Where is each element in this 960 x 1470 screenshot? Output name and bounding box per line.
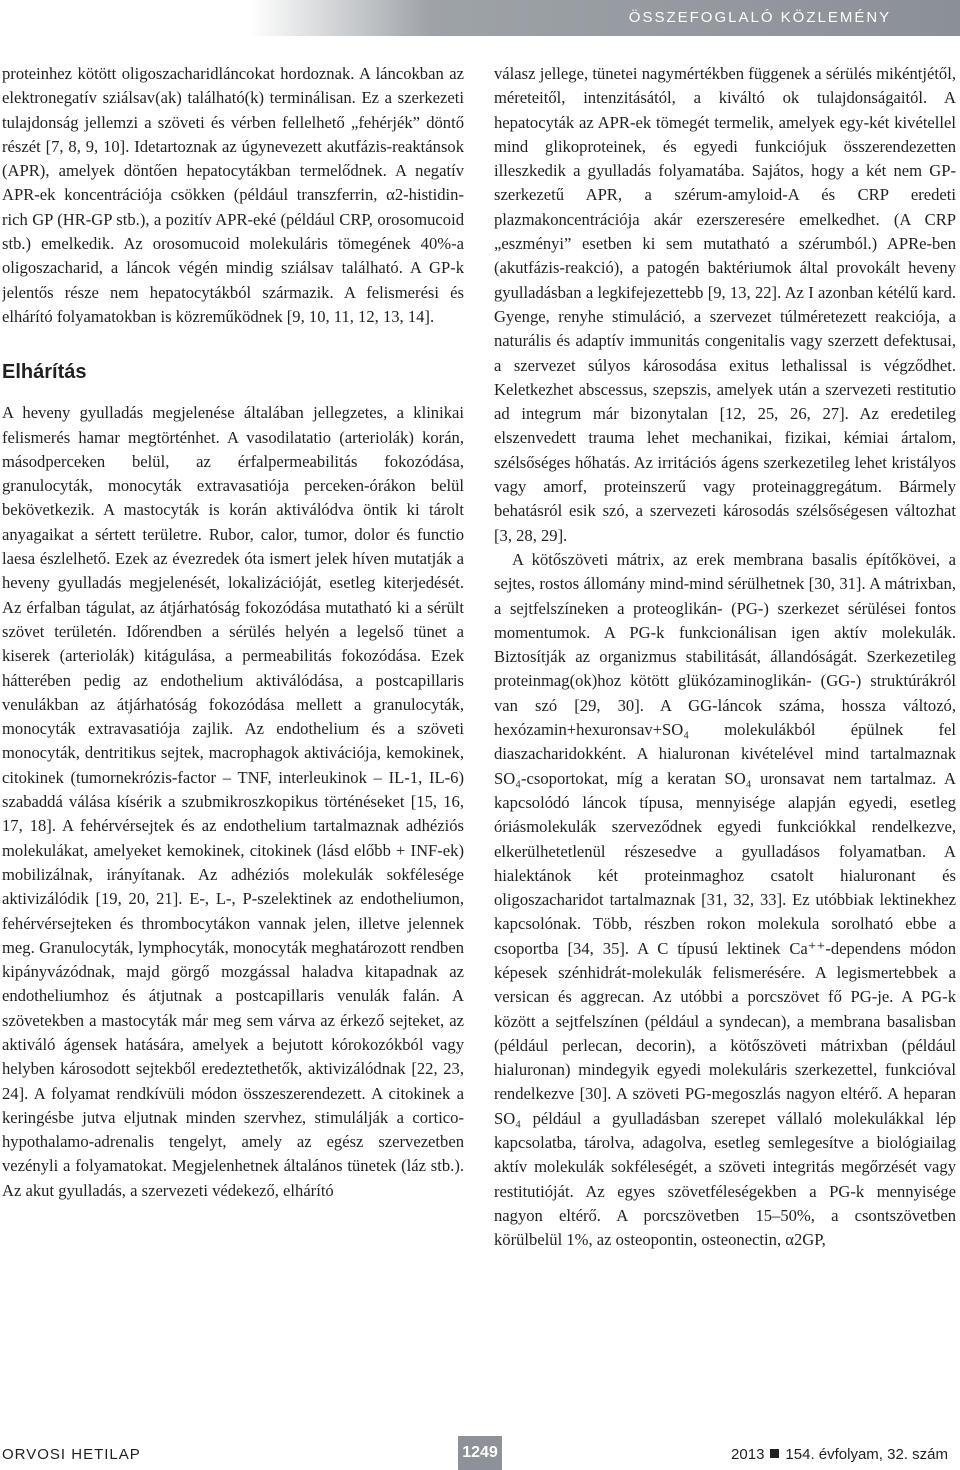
issue-year: 2013 xyxy=(731,1446,765,1463)
paragraph: proteinhez kötött oligoszacharidláncokat hordoznak. A láncokban az elektronegatív sziálsav(ak) található(k) terminálisan. Ez a szerkezeti tulajdonság jellemzi a szöveti és vérben fellelhető „fehérjék” döntő részét [7, 8, 9, 10]. Idetartoznak az úgynevezett akutfázis-reaktánsok (APR), amelyek döntően hepatocytákban termelődnek. A negatív APR-ek koncentrációja csökken (például transzferrin, α2-histidin-rich GP (HR-GP stb.), a pozitív APR-eké (például CRP, orosomucoid stb.) emelkedik. Az orosomucoid molekuláris tömegének 40%-a oligoszacharid, a láncok végén mindig sziálsav található. A GP-k jelentős része nem hepatocytákból származik. A felismerési és elhárító folyamatokban is közreműködnek [9, 10, 11, 12, 13, 14]. xyxy=(2,64,464,326)
journal-name: ORVOSI HETILAP xyxy=(2,1446,141,1463)
left-column xyxy=(2,62,464,1427)
page-footer xyxy=(0,1436,960,1470)
issue-info xyxy=(731,1446,948,1463)
page-number: 1249 xyxy=(458,1436,502,1470)
section-label: ÖSSZEFOGLALÓ KÖZLEMÉNY xyxy=(628,9,892,26)
section-heading: Elhárítás xyxy=(2,361,87,384)
right-column xyxy=(494,62,956,1427)
paragraph: A heveny gyulladás megjelenése általában jellegzetes, a klinikai felismerés hamar megtörténhet. A vasodilatatio (arteriolák) korán, másodperceken belül, az érfalpermeabilitás fokozódása, granulocyták, monocyták extravasatiója perceken-órákon belül bekövetkezik. A mastocyták is korán aktiválódva öntik ki tárolt anyagaikat a sértett területre. Rubor, calor, tumor, dolor és functio laesa észlelhető. Ezek az évezredek óta ismert jelek híven mutatják a heveny gyulladás megjelenését, lokalizációját, esetleg kiterjedését. Az érfalban tágulat, az átjárhatóság fokozódása mutatható ki a sérült szövet területén. Időrendben a sérülés helyén a legelső tünet a kiserek (arteriolák) kitágulása, a permeabilitás fokozódása. Ezek hátterében pedig az endothelium aktiválódása, a postcapillaris venulákban az átjárhatóság fokozódása mellett a granulocyták, monocyták extravasatiója zajlik. Az endothelium és a szöveti monocyták, dentritikus sejtek, macrophagok aktivációja, kemokinek, citokinek (tumornekrózis-factor – TNF, interleukinok – IL-1, IL-6) szabaddá válása kísérik a szubmikroszkopikus történéseket [15, 16, 17, 18]. A fehérvérsejtek és az endothelium tartalmaznak adhéziós molekulákat, amelyeket kemokinek, citokinek (lásd előbb + INF-ek) mobilizálnak, irányítanak. Az adhéziós molekulák sokfélesége aktivizálódik [19, 20, 21]. E-, L-, P-szelektinek az endotheliumon, fehérvérsejteken és thrombocytákon vannak jelen, illetve jelennek meg. Granulocyták, lymphocyták, monocyták meghatározott rendben kipányvázódnak, majd görgő mozgással haladva kitapadnak az endotheliumhoz és átjutnak a postcapillaris venulák falán. A szövetekben a mastocyták már meg sem várva az érkező sejteket, az aktiváló ágensek hatására, amelyek a bejutott kórokozókból vagy helyben károsodott sejtekből eredeztethetők, aktivizálódnak [22, 23, 24]. A folyamat rendkívüli módon összeszerendezett. A citokinek a keringésbe jutva eljutnak minden szervhez, stimulálják a cortico-hypothalamo-adrenalis tengelyt, amely az egész szervezetben vezényli a folyamatokat. Megjelenhetnek általános tünetek (láz stb.). Az akut gyulladás, a szervezeti védekező, elhárító xyxy=(2,403,464,1200)
paragraph: válasz jellege, tünetei nagymértékben függenek a sérülés mikéntjétől, méreteitől, intenzitásától, a kiváltó ok tulajdonságaitól. A hepatocyták az APR-ek tömegét termelik, amelyek egy-két kivétellel mind glikoproteinek, és egyedi funkciójuk összerendezetten illeszkedik a gyulladás folyamatába. Sajátos, hogy a két nem GP-szerkezetű APR, a szérum-amyloid-A és CRP eredeti plazmakoncentrációja akár ezerszeresére emelkedhet. (A CRP „eszményi” esetben ki sem mutatható a szérumból.) APRe-ben (akutfázis-reakció), a patogén baktériumok által provokált heveny gyulladásban a legkifejezettebb [9, 13, 22]. Az I azonban kétélű kard. Gyenge, renyhe stimuláció, a szervezet túlméretezett reakciója, a naturális és adaptív immunitás congenitalis vagy szerzett defektusai, a szervezet súlyos károsodása exitus lethalissal is végződhet. Keletkezhet abscessus, szepszis, amelyek után a szervezeti restitutio ad integrum már bizonytalan [12, 25, 26, 27]. Az eredetileg elszenvedett trauma lehet mechanikai, fizikai, kémiai ártalom, szélsőséges hőhatás. Az irritációs ágens szerkezetileg lehet kristályos vagy amorf, proteinszerű vagy proteinaggregátum. Bármely behatásról esik szó, a szervezeti károsodás szélsőségesen változhat [3, 28, 29]. xyxy=(494,64,956,545)
issue-volume: 154. évfolyam, 32. szám xyxy=(785,1446,948,1463)
square-bullet-icon xyxy=(770,1449,779,1458)
paragraph: A kötőszöveti mátrix, az erek membrana basalis építőkövei, a sejtes, rostos állomány mind-mind sérülhetnek [30, 31]. A mátrixban, a sejtfelszíneken a proteoglikán- (PG-) szerkezet sérülései fontos momentumok. A PG-k funkcionálisan igen aktív molekulák. Biztosítják az organizmus stabilitását, állandóságát. Szerkezetileg proteinmag(ok)hoz kötött glükózaminoglikán- (GG-) struktúrákról van szó [29, 30]. A GG-láncok száma, hossza változó, hexózamin+hexuronsav+SO₄ molekulákból épülnek fel diaszacharidokként. A hialuronan kivételével mind tartalmaznak SO₄-csoportokat, míg a keratan SO₄ uronsavat nem tartalmaz. A kapcsolódó láncok típusa, mennyisége alapján egyedi, esetleg óriásmolekulák szerveződnek egyedi funkciókkal rendelkezve, elkerülhetetlenül részesedve a gyulladásos folyamatban. A hialektánok két proteinmaghoz csatolt hialuronant és oligoszacharidot tartalmaznak [31, 32, 33]. Ez utóbbiak lektinekhez kapcsolónak. Több, részben rokon molekula sorolható ebbe a csoportba [34, 35]. A C típusú lektinek Ca⁺⁺-dependens módon képesek szénhidrát-molekulák felismerésére. A legismertebbek a versican és aggrecan. Az utóbbi a porcszövet fő PG-je. A PG-k között a sejtfelszínen (például a syndecan), a membrana basalisban (például perlecan, decorin), a kötőszöveti mátrixban (például hialuronan) mindegyik egyedi molekuláris szerkezettel, funkcióval rendelkezve [30]. A szöveti PG-megoszlás nagyon eltérő. A heparan SO₄ például a gyulladásban szerepet vállaló molekulákkal lép kapcsolatba, tárolva, adagolva, esetleg semlegesítve a biológiailag aktív molekulák sokféleségét, a szöveti integritás megőrzését vagy restitutióját. Az egyes szövetféleségekben a PG-k mennyisége nagyon eltérő. A porcszövetben 15–50%, a csontszövetben körülbelül 1%, az osteopontin, osteonectin, α2GP, xyxy=(494,549,956,1250)
header-bar xyxy=(0,0,960,36)
